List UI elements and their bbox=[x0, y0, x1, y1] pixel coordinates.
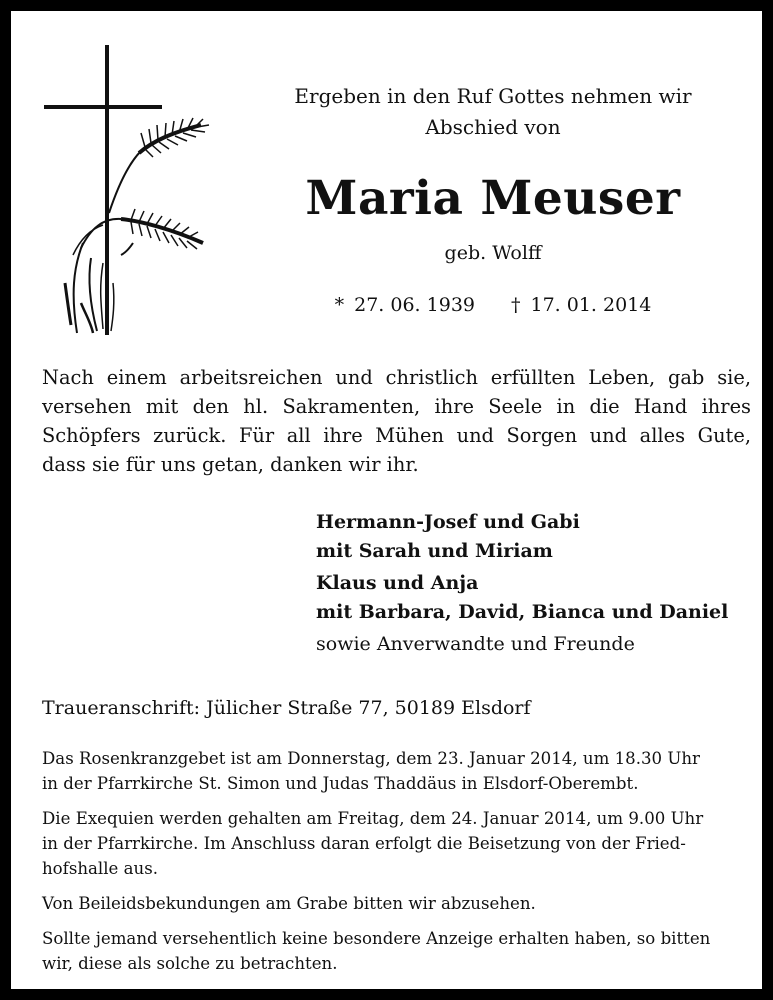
birth-date: 27. 06. 1939 bbox=[354, 294, 475, 316]
intro-text bbox=[243, 81, 743, 143]
death-date: 17. 01. 2014 bbox=[530, 294, 652, 316]
deceased-name: Maria Meuser bbox=[305, 171, 681, 226]
mourners-list bbox=[316, 508, 756, 659]
note-line: wir, diese als solche zu betrachten. bbox=[42, 954, 338, 973]
note-line: Die Exequien werden gehalten am Freitag, dem 24. Januar 2014, um 9.00 Uhr bbox=[42, 809, 704, 828]
death-symbol: † bbox=[511, 294, 521, 316]
mourner-line: Hermann-Josef und Gabi bbox=[316, 511, 580, 533]
note-line: Das Rosenkranzgebet ist am Donnerstag, dem 23. Januar 2014, um 18.30 Uhr bbox=[42, 749, 700, 768]
life-dates bbox=[243, 291, 743, 319]
mourner-line: mit Barbara, David, Bianca und Daniel bbox=[316, 601, 729, 623]
intro-line: Abschied von bbox=[425, 115, 561, 139]
note-paragraph bbox=[42, 746, 751, 796]
maiden-name: geb. Wolff bbox=[444, 242, 542, 264]
main-text-line: Nach einem arbeitsreichen und christlich erfüllten Leben, gab sie, bbox=[42, 366, 751, 389]
main-text-line: Schöpfers zurück. Für all ihre Mühen und Sorgen und alles Gute, bbox=[42, 424, 751, 447]
main-text-line: dass sie für uns getan, danken wir ihr. bbox=[42, 453, 419, 476]
note-line: in der Pfarrkirche. Im Anschluss daran erfolgt die Beisetzung von der Fried- bbox=[42, 834, 686, 853]
note-line: Von Beileidsbekundungen am Grabe bitten wir abzusehen. bbox=[42, 894, 536, 913]
note-line: in der Pfarrkirche St. Simon und Judas Thaddäus in Elsdorf-Oberembt. bbox=[42, 774, 639, 793]
mourner-group bbox=[316, 508, 756, 566]
mourner-group bbox=[316, 569, 756, 627]
note-paragraph bbox=[42, 806, 751, 881]
others-line: sowie Anverwandte und Freunde bbox=[316, 633, 635, 655]
mourner-line: mit Sarah und Miriam bbox=[316, 540, 553, 562]
cross-with-wheat-icon bbox=[41, 33, 211, 338]
intro-line: Ergeben in den Ruf Gottes nehmen wir bbox=[294, 84, 692, 108]
note-line: hofshalle aus. bbox=[42, 859, 158, 878]
mourner-line: Klaus und Anja bbox=[316, 572, 479, 594]
birth-symbol: * bbox=[334, 294, 345, 316]
note-line: Sollte jemand versehentlich keine besondere Anzeige erhalten haben, so bitten bbox=[42, 929, 711, 948]
mourning-address: Traueranschrift: Jülicher Straße 77, 50189 Elsdorf bbox=[42, 697, 531, 719]
note-paragraph bbox=[42, 891, 751, 916]
notes bbox=[42, 746, 751, 986]
main-text-line: versehen mit den hl. Sakramenten, ihre Seele in die Hand ihres bbox=[42, 395, 751, 418]
note-paragraph bbox=[42, 926, 751, 976]
main-text bbox=[42, 363, 751, 479]
